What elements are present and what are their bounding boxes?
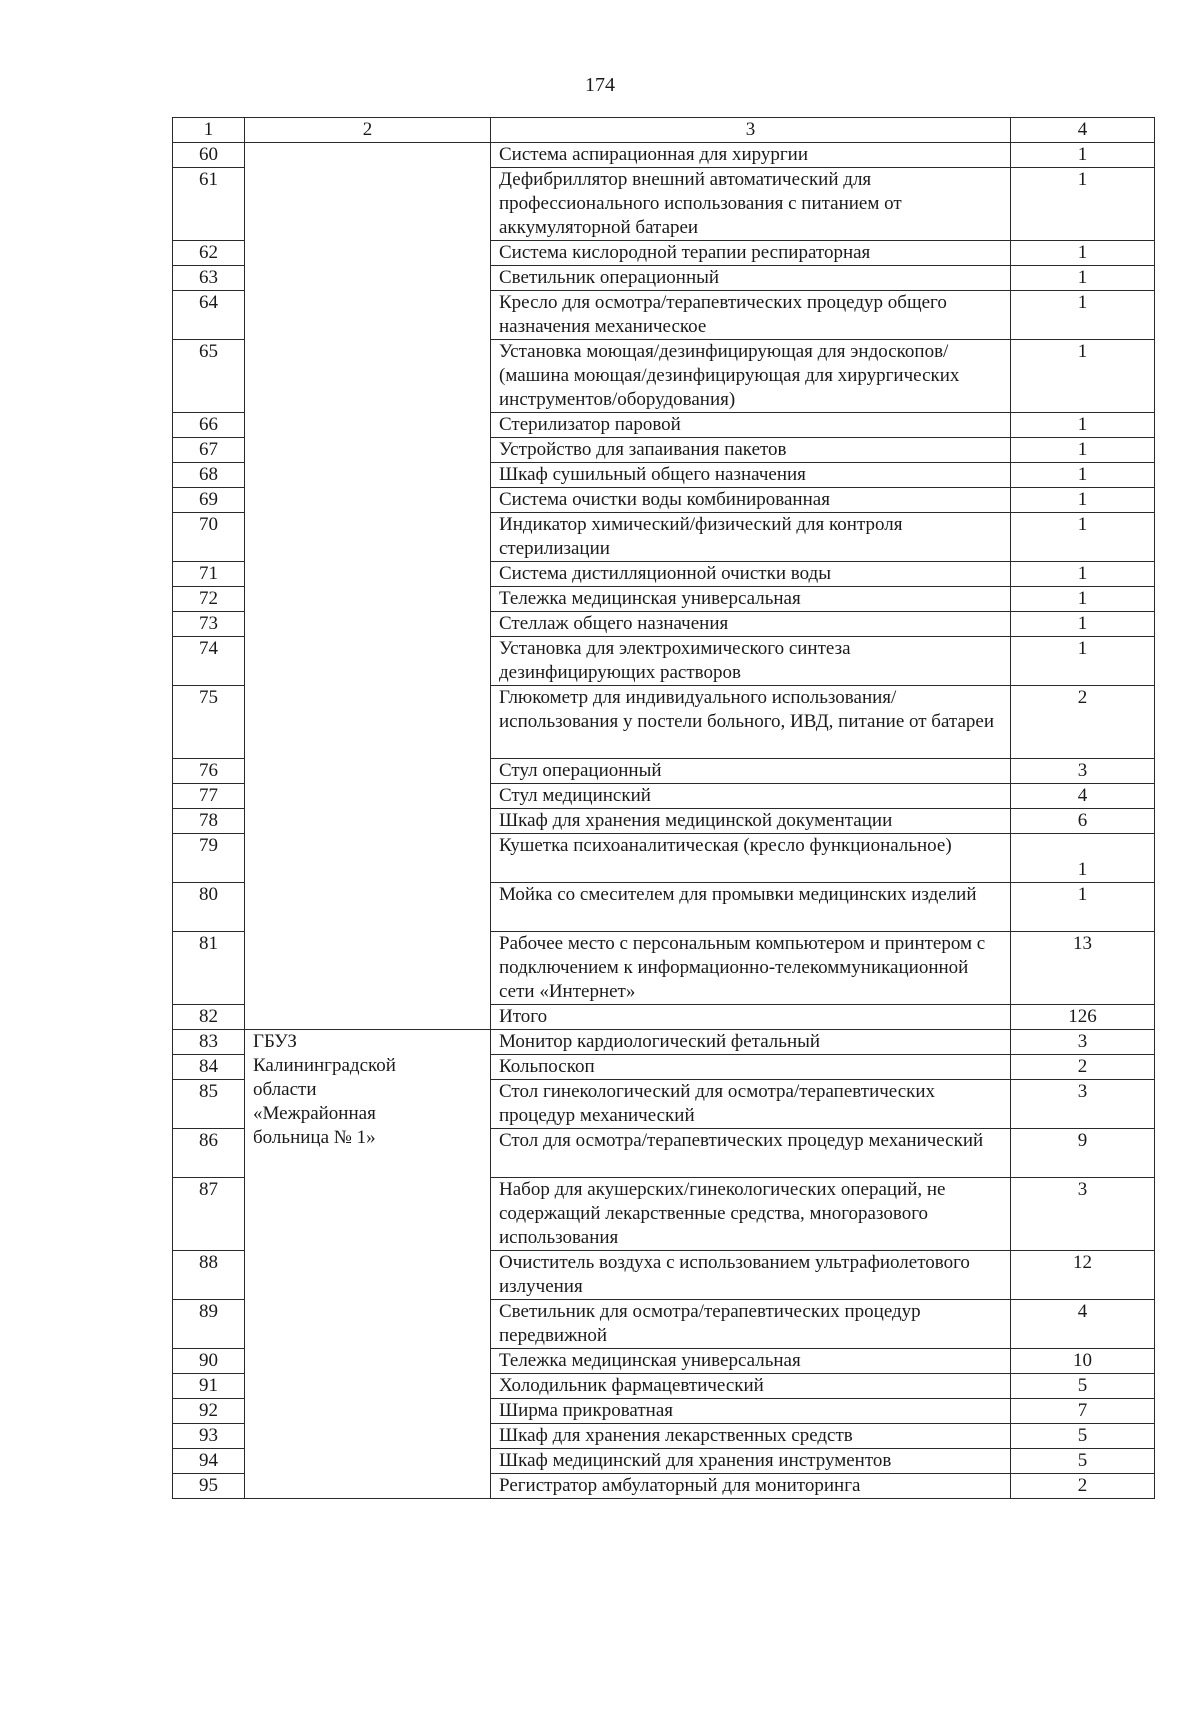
equipment-name: Глюкометр для индивидуального использования/использования у постели больного, ИВД, питание от батареи: [491, 686, 1011, 759]
quantity: 1: [1011, 266, 1155, 291]
quantity: 3: [1011, 1178, 1155, 1251]
organization-name-line: области: [253, 1079, 317, 1100]
table-row: [173, 1030, 1155, 1055]
table-row: [173, 834, 1155, 883]
row-number: 94: [173, 1449, 245, 1474]
quantity: 1: [1011, 562, 1155, 587]
quantity: 12: [1011, 1251, 1155, 1300]
table-body: [173, 118, 1155, 1499]
row-number: 90: [173, 1349, 245, 1374]
equipment-name: Индикатор химический/физический для контроля стерилизации: [491, 513, 1011, 562]
organization-name-line: «Межрайонная: [253, 1103, 376, 1124]
org-cell-empty: [245, 413, 491, 438]
equipment-name: Монитор кардиологический фетальный: [491, 1030, 1011, 1055]
quantity: 1: [1011, 438, 1155, 463]
equipment-name: Установка моющая/дезинфицирующая для эндоскопов/ (машина моющая/дезинфицирующая для хирургических инструментов/оборудования): [491, 340, 1011, 413]
org-cell-empty: [245, 143, 491, 168]
row-number: 70: [173, 513, 245, 562]
table-row: [173, 143, 1155, 168]
header-cell-2: 2: [245, 118, 491, 143]
table-row: [173, 587, 1155, 612]
quantity: 1: [1011, 513, 1155, 562]
equipment-name: Тележка медицинская универсальная: [491, 1349, 1011, 1374]
equipment-name: Шкаф сушильный общего назначения: [491, 463, 1011, 488]
org-cell-empty: [245, 612, 491, 637]
org-cell-empty: [245, 587, 491, 612]
row-number: 68: [173, 463, 245, 488]
quantity: 5: [1011, 1424, 1155, 1449]
row-number: 87: [173, 1178, 245, 1251]
row-number: 63: [173, 266, 245, 291]
row-number: 69: [173, 488, 245, 513]
header-cell-3: 3: [491, 118, 1011, 143]
equipment-name: Шкаф медицинский для хранения инструментов: [491, 1449, 1011, 1474]
quantity: 1: [1011, 637, 1155, 686]
header-cell-4: 4: [1011, 118, 1155, 143]
org-cell-empty: [245, 488, 491, 513]
org-cell-empty: [245, 340, 491, 413]
row-number: 79: [173, 834, 245, 883]
table-row: [173, 438, 1155, 463]
equipment-name: Дефибриллятор внешний автоматический для профессионального использования с питанием от аккумуляторной батареи: [491, 168, 1011, 241]
quantity: 1: [1011, 291, 1155, 340]
row-number: 67: [173, 438, 245, 463]
org-cell-empty: [245, 463, 491, 488]
org-cell-empty: [245, 759, 491, 784]
equipment-name: Холодильник фармацевтический: [491, 1374, 1011, 1399]
table-row: [173, 686, 1155, 759]
org-cell-empty: [245, 1005, 491, 1030]
equipment-name: Шкаф для хранения медицинской документации: [491, 809, 1011, 834]
table-row: [173, 291, 1155, 340]
table-row: [173, 883, 1155, 932]
table-header-row: [173, 118, 1155, 143]
row-number: 74: [173, 637, 245, 686]
org-cell-empty: [245, 513, 491, 562]
row-number: 73: [173, 612, 245, 637]
row-number: 84: [173, 1055, 245, 1080]
org-cell-empty: [245, 637, 491, 686]
row-number: 93: [173, 1424, 245, 1449]
quantity: 3: [1011, 1080, 1155, 1129]
row-number: 75: [173, 686, 245, 759]
row-number: 76: [173, 759, 245, 784]
row-number: 71: [173, 562, 245, 587]
quantity: 3: [1011, 759, 1155, 784]
equipment-name: Стол гинекологический для осмотра/терапевтических процедур механический: [491, 1080, 1011, 1129]
quantity: 3: [1011, 1030, 1155, 1055]
table-row: [173, 612, 1155, 637]
quantity: 1: [1011, 488, 1155, 513]
page-number: 174: [585, 74, 615, 96]
quantity: 1: [1011, 587, 1155, 612]
quantity: 1: [1011, 413, 1155, 438]
equipment-name: Кушетка психоаналитическая (кресло функциональное): [491, 834, 1011, 883]
quantity: 9: [1011, 1129, 1155, 1178]
row-number: 66: [173, 413, 245, 438]
equipment-name: Система дистилляционной очистки воды: [491, 562, 1011, 587]
row-number: 95: [173, 1474, 245, 1499]
row-number: 82: [173, 1005, 245, 1030]
quantity: 126: [1011, 1005, 1155, 1030]
org-cell-empty: [245, 932, 491, 1005]
organization-name: [245, 1030, 491, 1499]
row-number: 72: [173, 587, 245, 612]
org-cell-empty: [245, 266, 491, 291]
quantity: 4: [1011, 784, 1155, 809]
table-row: [173, 513, 1155, 562]
row-number: 81: [173, 932, 245, 1005]
quantity: 13: [1011, 932, 1155, 1005]
org-cell-empty: [245, 809, 491, 834]
row-number: 92: [173, 1399, 245, 1424]
organization-name-line: ГБУЗ: [253, 1031, 297, 1052]
equipment-name: Кольпоскоп: [491, 1055, 1011, 1080]
quantity: 1: [1011, 612, 1155, 637]
equipment-name: Ширма прикроватная: [491, 1399, 1011, 1424]
table-row: [173, 241, 1155, 266]
table-row: [173, 932, 1155, 1005]
quantity: 1: [1011, 241, 1155, 266]
organization-name-line: больница № 1»: [253, 1127, 376, 1148]
equipment-name: Шкаф для хранения лекарственных средств: [491, 1424, 1011, 1449]
table-row: [173, 1005, 1155, 1030]
row-number: 83: [173, 1030, 245, 1055]
row-number: 88: [173, 1251, 245, 1300]
quantity: 1: [1011, 834, 1155, 883]
table-row: [173, 340, 1155, 413]
row-number: 86: [173, 1129, 245, 1178]
quantity: 5: [1011, 1374, 1155, 1399]
quantity: 1: [1011, 143, 1155, 168]
equipment-name: Тележка медицинская универсальная: [491, 587, 1011, 612]
quantity: 1: [1011, 340, 1155, 413]
equipment-name: Стерилизатор паровой: [491, 413, 1011, 438]
quantity: 5: [1011, 1449, 1155, 1474]
row-number: 78: [173, 809, 245, 834]
table-row: [173, 809, 1155, 834]
equipment-name: Система аспирационная для хирургии: [491, 143, 1011, 168]
table-row: [173, 413, 1155, 438]
table-row: [173, 168, 1155, 241]
org-cell-empty: [245, 834, 491, 883]
equipment-name: Стул операционный: [491, 759, 1011, 784]
quantity: 6: [1011, 809, 1155, 834]
org-cell-empty: [245, 241, 491, 266]
equipment-name: Светильник операционный: [491, 266, 1011, 291]
equipment-name: Система кислородной терапии респираторная: [491, 241, 1011, 266]
org-cell-empty: [245, 686, 491, 759]
row-number: 80: [173, 883, 245, 932]
equipment-name: Стеллаж общего назначения: [491, 612, 1011, 637]
equipment-name: Регистратор амбулаторный для мониторинга: [491, 1474, 1011, 1499]
org-cell-empty: [245, 438, 491, 463]
equipment-name: Набор для акушерских/гинекологических операций, не содержащий лекарственные средства, многоразового использования: [491, 1178, 1011, 1251]
row-number: 89: [173, 1300, 245, 1349]
org-cell-empty: [245, 291, 491, 340]
organization-name-line: Калининградской: [253, 1055, 396, 1076]
table-row: [173, 266, 1155, 291]
table-row: [173, 637, 1155, 686]
quantity: 1: [1011, 463, 1155, 488]
equipment-name: Мойка со смесителем для промывки медицинских изделий: [491, 883, 1011, 932]
quantity: 4: [1011, 1300, 1155, 1349]
table-row: [173, 759, 1155, 784]
row-number: 91: [173, 1374, 245, 1399]
quantity: 1: [1011, 883, 1155, 932]
row-number: 85: [173, 1080, 245, 1129]
equipment-name: Установка для электрохимического синтеза дезинфицирующих растворов: [491, 637, 1011, 686]
row-number: 64: [173, 291, 245, 340]
equipment-name: Рабочее место с персональным компьютером и принтером с подключением к информационно-телекоммуникационной сети «Интернет»: [491, 932, 1011, 1005]
equipment-name: Итого: [491, 1005, 1011, 1030]
row-number: 62: [173, 241, 245, 266]
org-cell-empty: [245, 168, 491, 241]
equipment-name: Стул медицинский: [491, 784, 1011, 809]
quantity: 10: [1011, 1349, 1155, 1374]
equipment-name: Стол для осмотра/терапевтических процедур механический: [491, 1129, 1011, 1178]
equipment-name: Светильник для осмотра/терапевтических процедур передвижной: [491, 1300, 1011, 1349]
row-number: 61: [173, 168, 245, 241]
row-number: 77: [173, 784, 245, 809]
table-row: [173, 488, 1155, 513]
quantity: 2: [1011, 1055, 1155, 1080]
equipment-name: Кресло для осмотра/терапевтических процедур общего назначения механическое: [491, 291, 1011, 340]
quantity: 7: [1011, 1399, 1155, 1424]
row-number: 65: [173, 340, 245, 413]
quantity: 1: [1011, 168, 1155, 241]
equipment-name: Устройство для запаивания пакетов: [491, 438, 1011, 463]
table-row: [173, 562, 1155, 587]
row-number: 60: [173, 143, 245, 168]
equipment-table: [172, 117, 1155, 1499]
org-cell-empty: [245, 883, 491, 932]
quantity: 2: [1011, 1474, 1155, 1499]
equipment-name: Система очистки воды комбинированная: [491, 488, 1011, 513]
org-cell-empty: [245, 784, 491, 809]
equipment-name: Очиститель воздуха с использованием ультрафиолетового излучения: [491, 1251, 1011, 1300]
quantity: 2: [1011, 686, 1155, 759]
header-cell-1: 1: [173, 118, 245, 143]
org-cell-empty: [245, 562, 491, 587]
table-row: [173, 463, 1155, 488]
table-row: [173, 784, 1155, 809]
